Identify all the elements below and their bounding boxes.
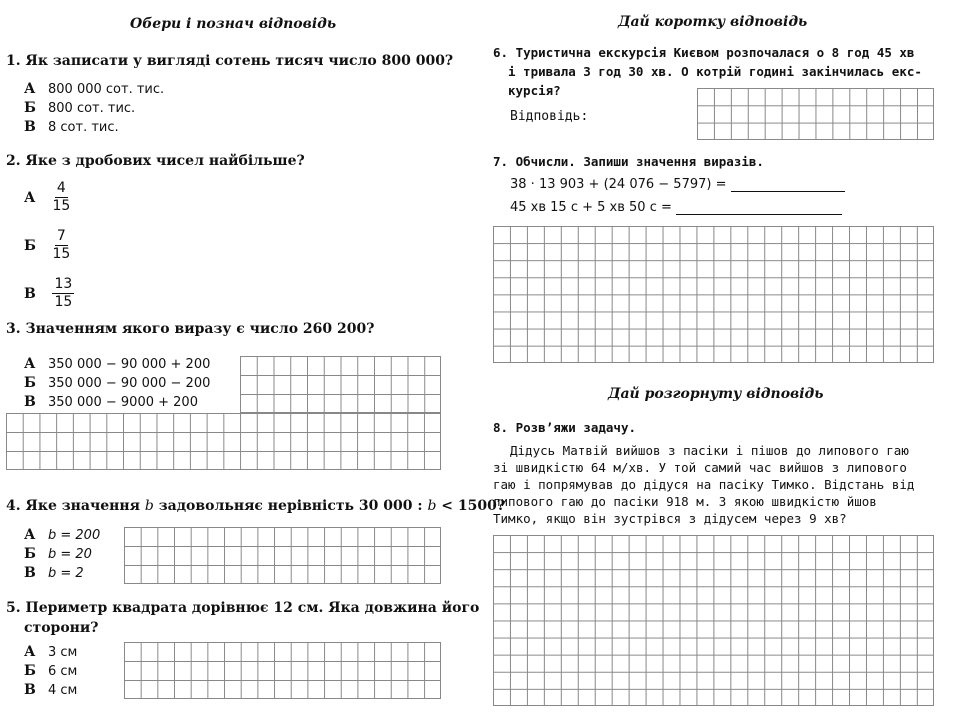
- question-5-option-a[interactable]: А 3 см: [24, 644, 78, 660]
- question-6-answer-label: Відповідь:: [510, 109, 589, 124]
- question-5: 5. Периметр квадрата дорівнює 12 см. Яка довжина його: [6, 600, 480, 616]
- question-3: [6, 320, 374, 339]
- question-7-expression-1: 38 · 13 903 + (24 076 − 5797) =: [510, 177, 845, 192]
- question-7: 7. Обчисли. Запиши значення виразів.: [493, 154, 764, 169]
- question-4-option-c[interactable]: В b = 2: [24, 565, 84, 581]
- expression-1-answer-line[interactable]: [731, 178, 845, 192]
- question-5-answer-grid[interactable]: [124, 642, 441, 699]
- question-6-answer-grid[interactable]: [697, 88, 934, 140]
- question-7-expression-2: 45 хв 15 с + 5 хв 50 с =: [510, 200, 842, 215]
- left-section-title: Обери і познач відповідь: [130, 16, 337, 32]
- fraction: $\frac{13}{15}$: [54, 276, 73, 310]
- question-6: 6. Туристична екскурсія Києвом розпочалася о 8 год 45 хв і тривала 3 год 30 хв. О котрій годині закінчилась екс- курсія?: [493, 45, 922, 98]
- question-1-number: 1.: [6, 53, 21, 69]
- question-3-number: 3.: [6, 321, 21, 337]
- question-8: 8. Розв’яжи задачу.: [493, 420, 637, 435]
- question-8-problem-text: Дідусь Матвій вийшов з пасіки і пішов до липового гаю зі швидкістю 64 м/хв. У той самий час вийшов з липового гаю і попрямував до дідуся на пасіку Тимко. Відстань від липового гаю до пасіки 918 м. З якою швидкістю йшов Тимко, якщо він зустрівся з дідусем через 9 хв?: [493, 443, 915, 526]
- question-4-answer-grid[interactable]: [124, 527, 441, 584]
- right-section-title-extended: Дай розгорнуту відповідь: [608, 386, 824, 402]
- question-4-option-a[interactable]: А b = 200: [24, 527, 101, 543]
- question-1: [6, 52, 453, 71]
- question-3-answer-grid-top[interactable]: [240, 356, 441, 413]
- question-2-option-b[interactable]: Б $\frac{7}{15}$: [24, 228, 71, 262]
- question-5-option-c[interactable]: В 4 см: [24, 682, 78, 698]
- question-3-option-c[interactable]: В 350 000 − 9000 + 200: [24, 393, 202, 412]
- question-3-answer-grid[interactable]: [6, 413, 441, 470]
- question-7-answer-grid[interactable]: [493, 226, 934, 363]
- question-7-number: 7.: [493, 154, 509, 169]
- question-4: 4. Яке значення b задовольняє нерівність 30 000 : b < 1500?: [6, 498, 506, 514]
- fraction: $\frac{7}{15}$: [52, 228, 71, 262]
- question-2: [6, 152, 305, 171]
- question-5-text-line2: сторони?: [24, 620, 99, 636]
- question-3-text: Значенням якого виразу є число 260 200?: [25, 321, 375, 337]
- fraction: $\frac{4}{15}$: [52, 180, 71, 214]
- question-1-option-c[interactable]: В 8 сот. тис.: [24, 119, 119, 135]
- question-4-number: 4.: [6, 498, 21, 514]
- question-6-number: 6.: [493, 45, 509, 60]
- question-8-answer-grid[interactable]: [493, 535, 934, 706]
- question-5-option-b[interactable]: Б 6 см: [24, 663, 78, 679]
- expression-2-answer-line[interactable]: [676, 201, 842, 215]
- question-1-option-a[interactable]: А 800 000 сот. тис.: [24, 81, 165, 97]
- question-1-text: Як записати у вигляді сотень тисяч число 800 000?: [25, 53, 454, 69]
- right-section-title-short: Дай коротку відповідь: [618, 14, 808, 30]
- question-2-option-c[interactable]: В $\frac{13}{15}$: [24, 276, 73, 310]
- question-1-option-b[interactable]: Б 800 сот. тис.: [24, 100, 136, 116]
- question-2-number: 2.: [6, 153, 21, 169]
- question-2-text: Яке з дробових чисел найбільше?: [25, 153, 305, 169]
- question-4-option-b[interactable]: Б b = 20: [24, 546, 92, 562]
- question-3-option-a[interactable]: А 350 000 − 90 000 + 200: [24, 355, 214, 374]
- question-5-number: 5.: [6, 600, 21, 616]
- question-3-option-b[interactable]: Б 350 000 − 90 000 − 200: [24, 374, 214, 393]
- question-2-option-a[interactable]: А $\frac{4}{15}$: [24, 180, 71, 214]
- question-8-number: 8.: [493, 420, 509, 435]
